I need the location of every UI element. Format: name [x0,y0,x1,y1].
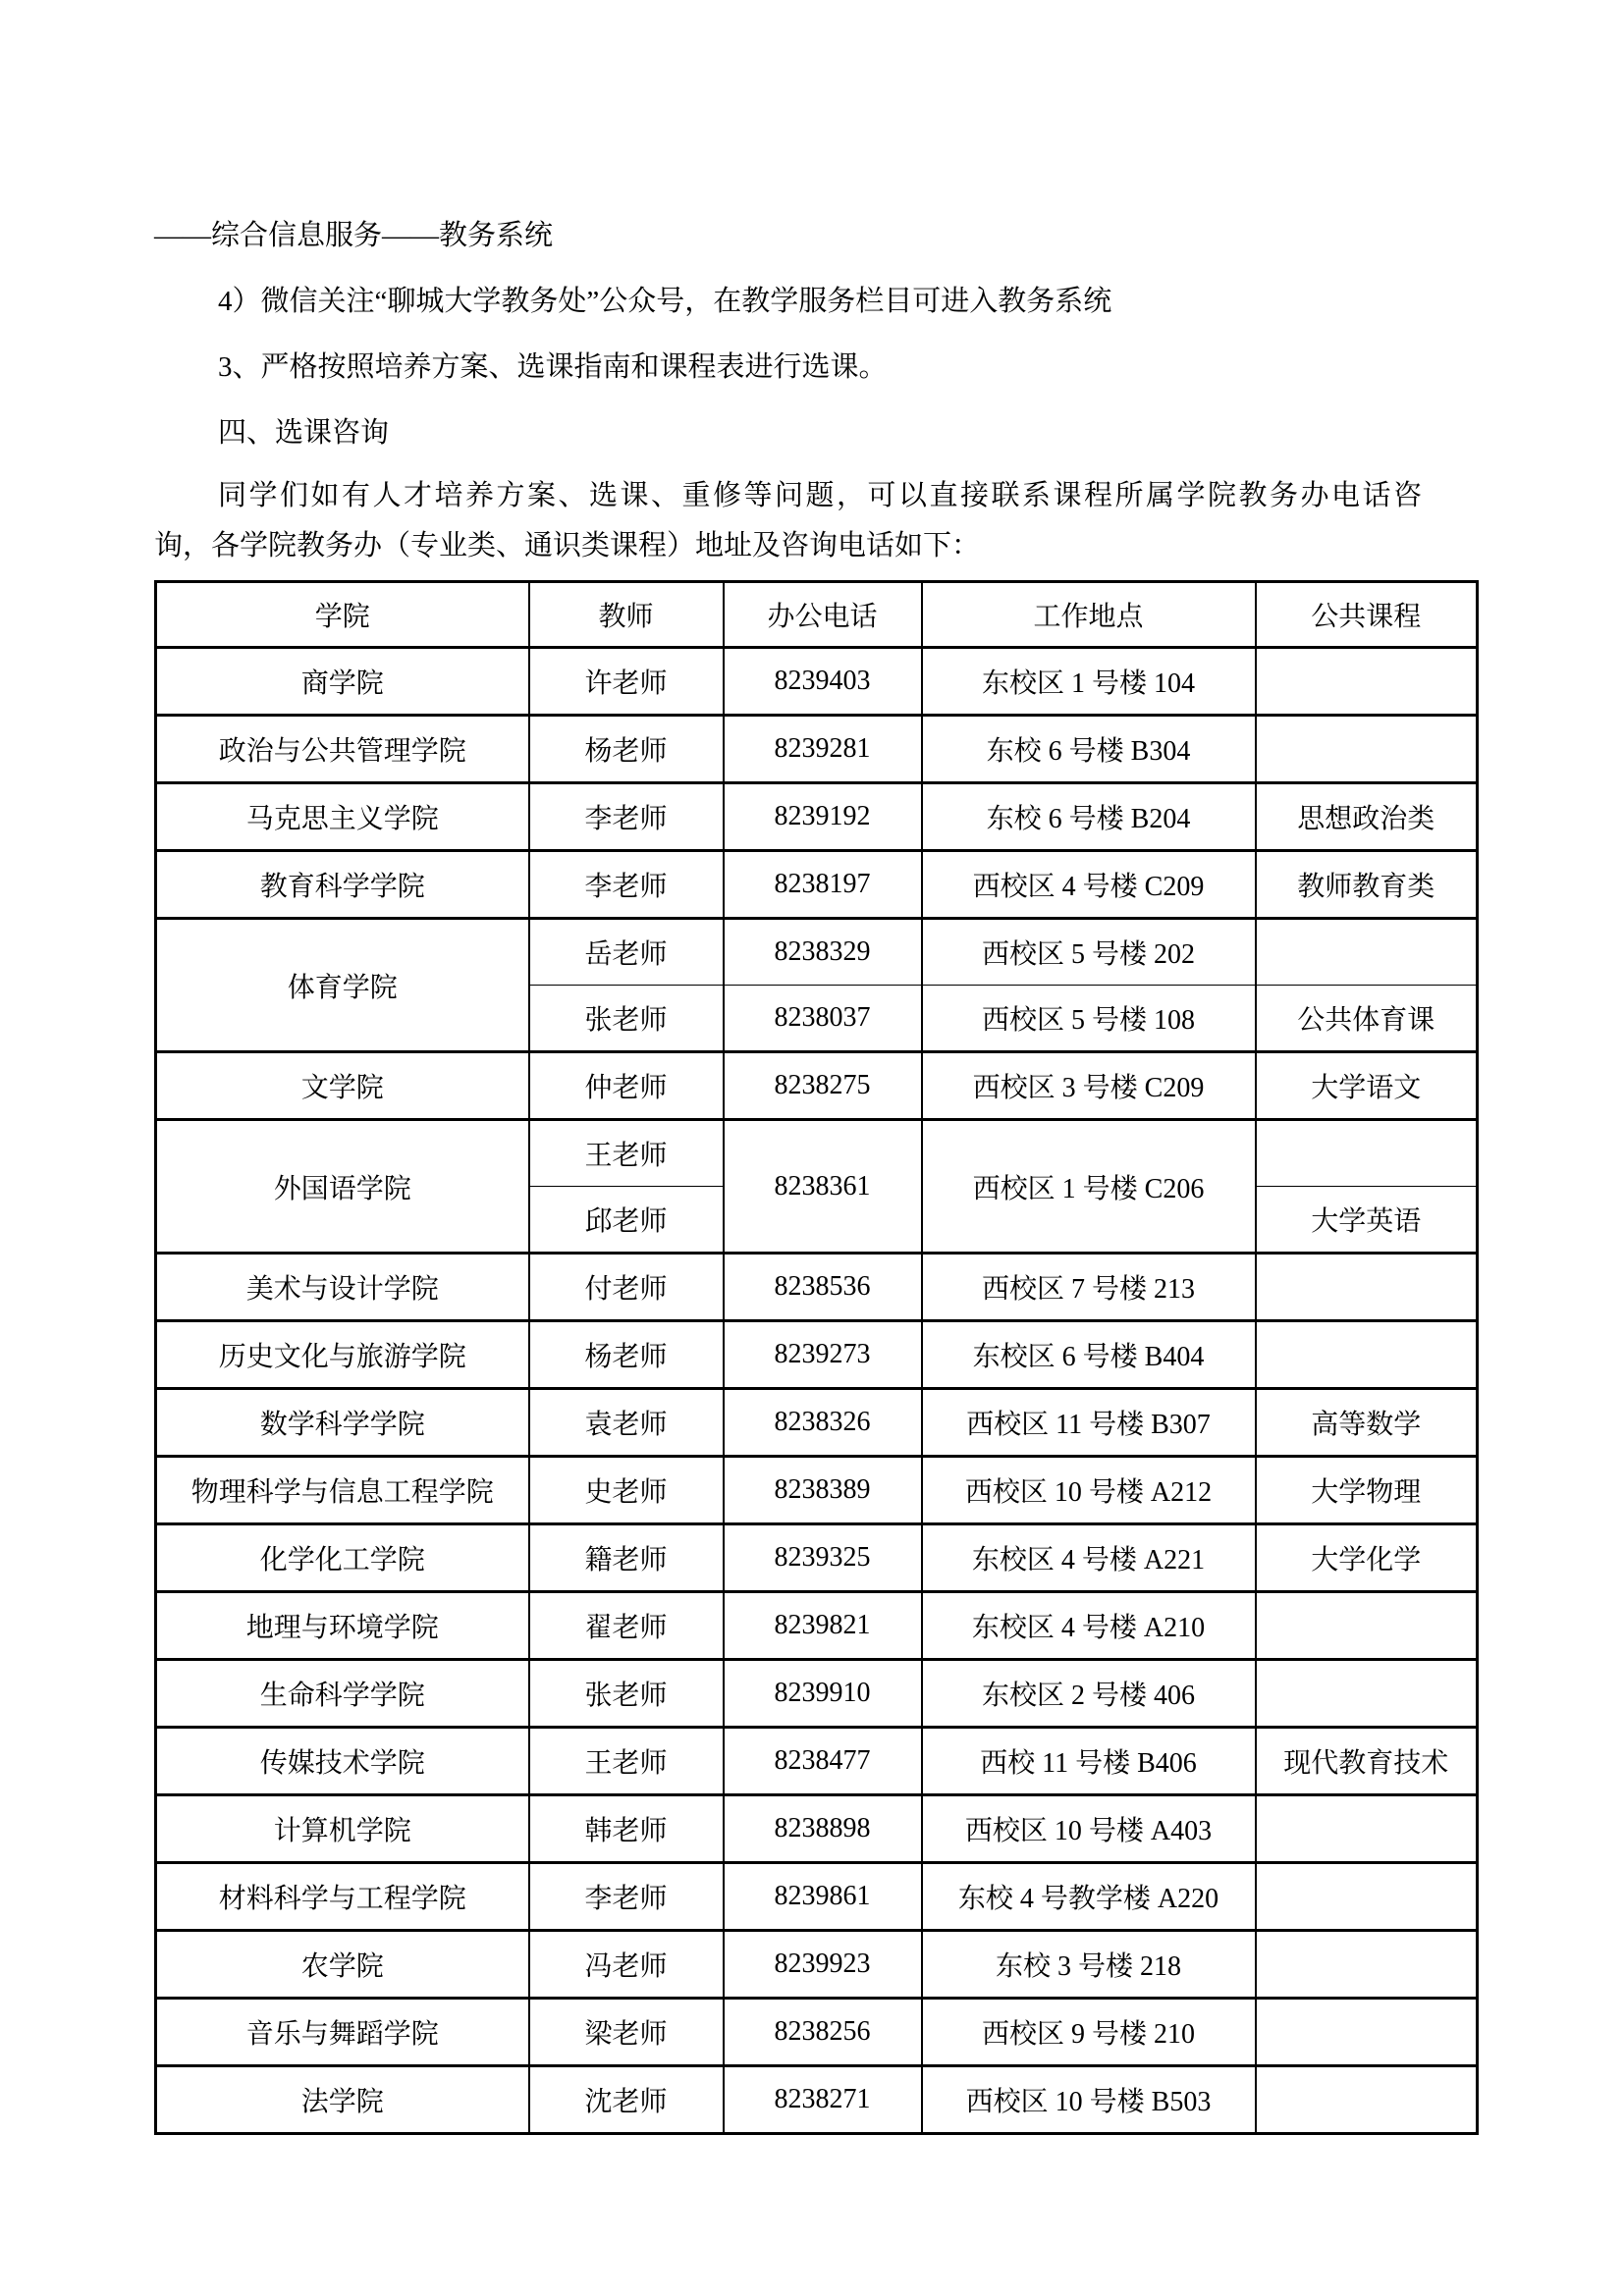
phone-cell: 8238361 [724,1120,922,1254]
location-cell: 西校区 10 号楼 A403 [922,1795,1256,1863]
college-cell: 农学院 [156,1931,529,1999]
phone-cell: 8238275 [724,1052,922,1120]
teacher-cell: 王老师 [529,1728,724,1795]
teacher-cell: 张老师 [529,986,724,1052]
table-row [156,1592,1478,1660]
location-cell: 东校区 6 号楼 B404 [922,1321,1256,1389]
teacher-cell: 付老师 [529,1254,724,1321]
teacher-cell: 岳老师 [529,919,724,986]
teacher-cell: 仲老师 [529,1052,724,1120]
table-row [156,1931,1478,1999]
table-row [156,1728,1478,1795]
teacher-cell: 翟老师 [529,1592,724,1660]
location-cell: 西校区 10 号楼 B503 [922,2066,1256,2134]
location-cell: 东校 6 号楼 B204 [922,783,1256,851]
college-cell: 地理与环境学院 [156,1592,529,1660]
table-row [156,851,1478,919]
course-cell [1256,648,1478,716]
paragraph-intro-line-2: 询，各学院教务办（专业类、通识类课程）地址及咨询电话如下： [154,530,981,561]
college-cell: 外国语学院 [156,1120,529,1254]
phone-cell: 8239403 [724,648,922,716]
table-header-row [156,582,1478,648]
paragraph-item-4: 4）微信关注“聊城大学教务处”公众号，在教学服务栏目可进入教务系统 [218,286,1112,317]
location-cell: 西校区 4 号楼 C209 [922,851,1256,919]
location-cell: 东校区 1 号楼 104 [922,648,1256,716]
college-cell: 材料科学与工程学院 [156,1863,529,1931]
course-cell [1256,1931,1478,1999]
phone-cell: 8238197 [724,851,922,919]
location-cell: 西校区 5 号楼 108 [922,986,1256,1052]
college-cell: 美术与设计学院 [156,1254,529,1321]
course-cell: 大学语文 [1256,1052,1478,1120]
paragraph-menu-path: ——综合信息服务——教务系统 [154,220,554,251]
paragraph-item-3: 3、严格按照培养方案、选课指南和课程表进行选课。 [218,351,888,383]
table-row [156,1389,1478,1457]
table-row [156,1660,1478,1728]
location-cell: 西校区 11 号楼 B307 [922,1389,1256,1457]
college-cell: 政治与公共管理学院 [156,716,529,783]
course-cell: 现代教育技术 [1256,1728,1478,1795]
phone-cell: 8238389 [724,1457,922,1524]
location-cell: 西校区 1 号楼 C206 [922,1120,1256,1254]
phone-cell: 8238477 [724,1728,922,1795]
course-cell: 教师教育类 [1256,851,1478,919]
course-cell: 高等数学 [1256,1389,1478,1457]
course-cell [1256,1999,1478,2066]
table-header-location: 工作地点 [922,582,1256,648]
course-cell [1256,1120,1478,1187]
location-cell: 东校区 2 号楼 406 [922,1660,1256,1728]
phone-cell: 8239192 [724,783,922,851]
location-cell: 西校 11 号楼 B406 [922,1728,1256,1795]
college-cell: 马克思主义学院 [156,783,529,851]
teacher-cell: 李老师 [529,783,724,851]
college-cell: 历史文化与旅游学院 [156,1321,529,1389]
course-cell [1256,1592,1478,1660]
teacher-cell: 王老师 [529,1120,724,1187]
table-header-teacher: 教师 [529,582,724,648]
location-cell: 东校 4 号教学楼 A220 [922,1863,1256,1931]
location-cell: 东校区 4 号楼 A221 [922,1524,1256,1592]
table-row [156,1999,1478,2066]
table-header-course: 公共课程 [1256,582,1478,648]
course-cell [1256,1863,1478,1931]
phone-cell: 8239861 [724,1863,922,1931]
teacher-cell: 袁老师 [529,1389,724,1457]
location-cell: 西校区 5 号楼 202 [922,919,1256,986]
college-cell: 传媒技术学院 [156,1728,529,1795]
college-cell: 化学化工学院 [156,1524,529,1592]
table-header [156,582,1478,648]
course-cell [1256,716,1478,783]
phone-cell: 8238271 [724,2066,922,2134]
location-cell: 东校 3 号楼 218 [922,1931,1256,1999]
course-cell: 思想政治类 [1256,783,1478,851]
teacher-cell: 邱老师 [529,1187,724,1254]
phone-cell: 8238536 [724,1254,922,1321]
course-cell [1256,1254,1478,1321]
phone-cell: 8238898 [724,1795,922,1863]
teacher-cell: 冯老师 [529,1931,724,1999]
contact-table [154,580,1479,2135]
table-row [156,648,1478,716]
table-row [156,919,1478,986]
table-body [156,648,1478,2134]
phone-cell: 8239910 [724,1660,922,1728]
table-row [156,783,1478,851]
course-cell [1256,1321,1478,1389]
college-cell: 音乐与舞蹈学院 [156,1999,529,2066]
location-cell: 西校区 3 号楼 C209 [922,1052,1256,1120]
course-cell [1256,2066,1478,2134]
table-row [156,1457,1478,1524]
location-cell: 西校区 7 号楼 213 [922,1254,1256,1321]
teacher-cell: 梁老师 [529,1999,724,2066]
phone-cell: 8239281 [724,716,922,783]
location-cell: 东校区 4 号楼 A210 [922,1592,1256,1660]
teacher-cell: 张老师 [529,1660,724,1728]
phone-cell: 8239821 [724,1592,922,1660]
teacher-cell: 杨老师 [529,1321,724,1389]
teacher-cell: 籍老师 [529,1524,724,1592]
teacher-cell: 许老师 [529,648,724,716]
table-row [156,1524,1478,1592]
college-cell: 生命科学学院 [156,1660,529,1728]
location-cell: 东校 6 号楼 B304 [922,716,1256,783]
phone-cell: 8238329 [724,919,922,986]
location-cell: 西校区 9 号楼 210 [922,1999,1256,2066]
table-header-phone: 办公电话 [724,582,922,648]
teacher-cell: 李老师 [529,1863,724,1931]
college-cell: 商学院 [156,648,529,716]
course-cell [1256,919,1478,986]
table-row [156,1052,1478,1120]
college-cell: 计算机学院 [156,1795,529,1863]
table-row [156,1120,1478,1187]
course-cell: 大学物理 [1256,1457,1478,1524]
phone-cell: 8238037 [724,986,922,1052]
table-row [156,716,1478,783]
phone-cell: 8239923 [724,1931,922,1999]
phone-cell: 8238326 [724,1389,922,1457]
course-cell: 大学化学 [1256,1524,1478,1592]
college-cell: 文学院 [156,1052,529,1120]
table-row [156,1321,1478,1389]
teacher-cell: 李老师 [529,851,724,919]
paragraph-intro-line-1: 同学们如有人才培养方案、选课、重修等问题，可以直接联系课程所属学院教务办电话咨 [218,480,1425,511]
table-row [156,1795,1478,1863]
table-row [156,2066,1478,2134]
college-cell: 物理科学与信息工程学院 [156,1457,529,1524]
teacher-cell: 沈老师 [529,2066,724,2134]
phone-cell: 8239273 [724,1321,922,1389]
college-cell: 体育学院 [156,919,529,1052]
table-row [156,1254,1478,1321]
phone-cell: 8239325 [724,1524,922,1592]
table-header-college: 学院 [156,582,529,648]
college-cell: 法学院 [156,2066,529,2134]
teacher-cell: 史老师 [529,1457,724,1524]
section-heading: 四、选课咨询 [218,417,390,449]
table-row [156,1863,1478,1931]
course-cell [1256,1660,1478,1728]
teacher-cell: 韩老师 [529,1795,724,1863]
phone-cell: 8238256 [724,1999,922,2066]
college-cell: 教育科学学院 [156,851,529,919]
teacher-cell: 杨老师 [529,716,724,783]
course-cell [1256,1795,1478,1863]
course-cell: 公共体育课 [1256,986,1478,1052]
course-cell: 大学英语 [1256,1187,1478,1254]
location-cell: 西校区 10 号楼 A212 [922,1457,1256,1524]
college-cell: 数学科学学院 [156,1389,529,1457]
